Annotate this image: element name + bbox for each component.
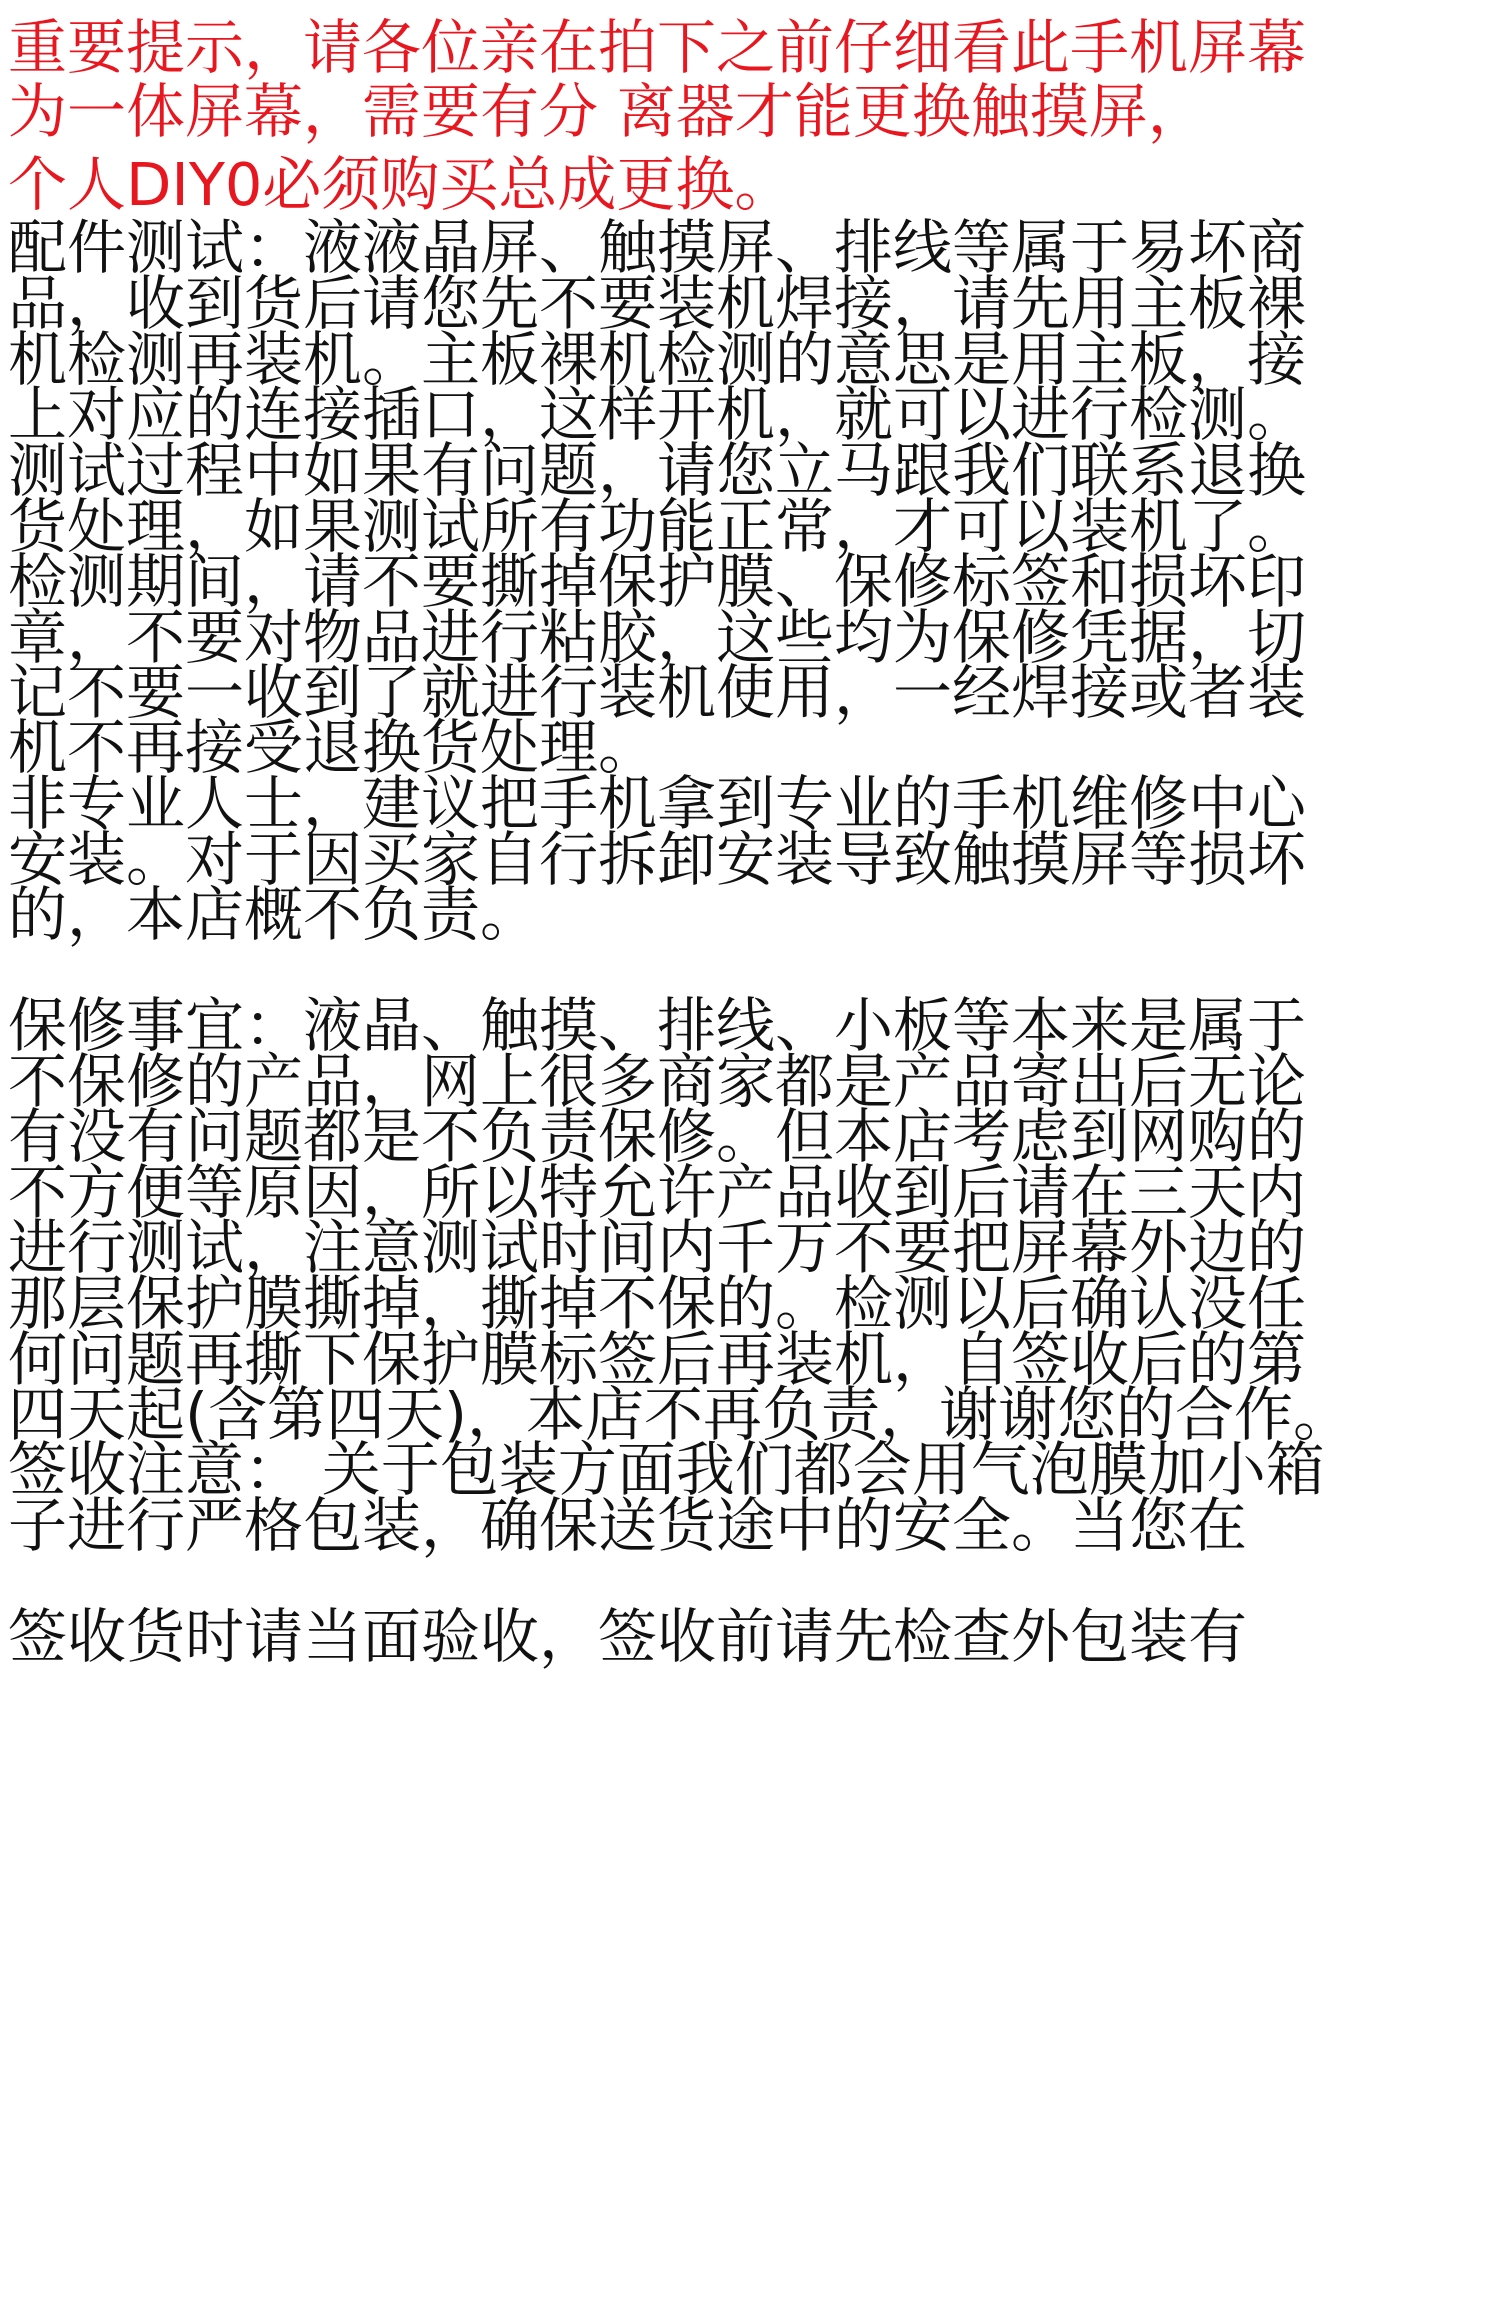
body-line: 签收注意： 关于包装方面我们都会用气泡膜加小箱: [8, 1435, 1325, 1504]
body-line: 何问题再撕下保护膜标签后再装机，自签收后的第: [8, 1325, 1307, 1394]
body-line: 测试过程中如果有问题，请您立马跟我们联系退换: [8, 436, 1307, 505]
body-line: 非专业人士，建议把手机拿到专业的手机维修中心: [8, 769, 1307, 838]
body-line: 的，本店概不负责。: [8, 880, 540, 949]
body-line: 那层保护膜撕掉，撕掉不保的。检测以后确认没任: [8, 1269, 1307, 1338]
body-line: 货处理，如果测试所有功能正常，才可以装机了。: [8, 492, 1307, 561]
body-line: 机不再接受退换货处理。: [8, 713, 658, 782]
body-line: 不方便等原因，所以特允许产品收到后请在三天内: [8, 1158, 1307, 1227]
body-line: 检测期间，请不要撕掉保护膜、保修标签和损坏印: [8, 547, 1307, 616]
body-line: 配件测试：液液晶屏、触摸屏、排线等属于易坏商: [8, 213, 1307, 282]
body-line: 不保修的产品，网上很多商家都是产品寄出后无论: [8, 1047, 1307, 1116]
notice-line: 重要提示，请各位亲在拍下之前仔细看此手机屏幕: [8, 13, 1307, 82]
body-line: 子进行严格包装，确保送货途中的安全。当您在: [8, 1491, 1248, 1560]
body-line: 进行测试，注意测试时间内千万不要把屏幕外边的: [8, 1213, 1307, 1282]
notice-line: 个人DIY0必须购买总成更换。: [8, 150, 794, 219]
body-line: 章，不要对物品进行粘胶，这些均为保修凭据，切: [8, 603, 1307, 672]
body-line: 上对应的连接插口，这样开机，就可以进行检测。: [8, 380, 1307, 449]
notice-line: 为一体屏幕，需要有分 离器才能更换触摸屏，: [8, 77, 1207, 146]
body-line: 品，收到货后请您先不要装机焊接，请先用主板裸: [8, 269, 1307, 338]
body-line: 有没有问题都是不负责保修。但本店考虑到网购的: [8, 1102, 1307, 1171]
body-line: 安装。对于因买家自行拆卸安装导致触摸屏等损坏: [8, 825, 1307, 894]
body-line: 机检测再装机。主板裸机检测的意思是用主板，接: [8, 325, 1307, 394]
body-line: 保修事宜：液晶、触摸、排线、小板等本来是属于: [8, 991, 1307, 1060]
body-line: 签收货时请当面验收，签收前请先检查外包装有: [8, 1602, 1248, 1671]
body-line: 记不要一收到了就进行装机使用，一经焊接或者装: [8, 658, 1307, 727]
body-line: 四天起(含第四天)，本店不再负责，谢谢您的合作。: [8, 1380, 1353, 1449]
